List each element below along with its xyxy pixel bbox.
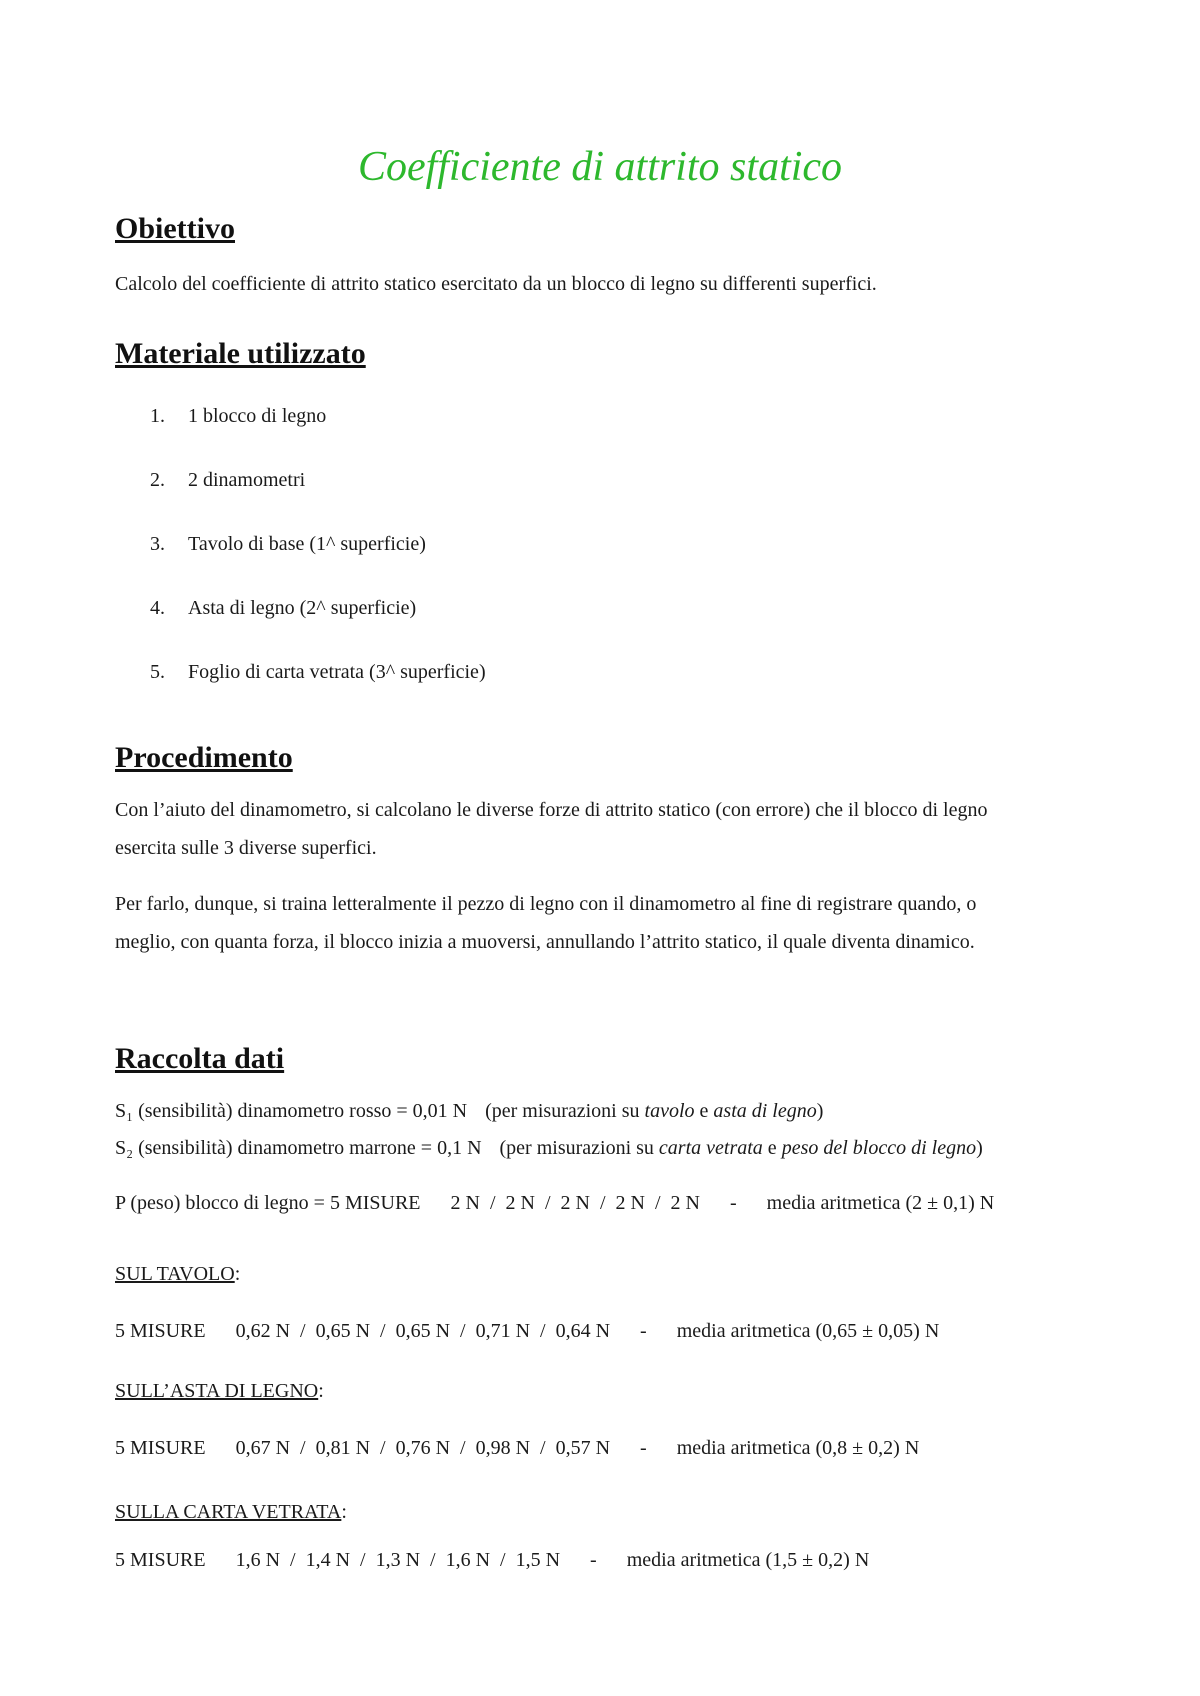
- procedure-paragraph-2-line-2: meglio, con quanta forza, il blocco inizia a muoversi, annullando l’attrito statico, il quale diventa dinamico.: [115, 931, 975, 953]
- list-item: [150, 532, 426, 556]
- set-heading-text: SULLA CARTA VETRATA: [115, 1501, 342, 1523]
- heading-procedure: Procedimento: [115, 741, 293, 774]
- s2-note-surface-2: peso del blocco di legno: [781, 1137, 977, 1159]
- set-mean: media aritmetica (0,8 ± 0,2) N: [676, 1437, 920, 1459]
- sensitivity-s2: [115, 1136, 983, 1160]
- s2-note-mid: e: [762, 1137, 782, 1159]
- set-mean: media aritmetica (0,65 ± 0,05) N: [676, 1320, 940, 1342]
- heading-objective: Obiettivo: [115, 212, 235, 245]
- procedure-paragraph-1-line-2: esercita sulle 3 diverse superfici.: [115, 837, 377, 859]
- s2-note-post: ): [976, 1137, 983, 1159]
- set-measurements-wood-rod: [115, 1436, 919, 1460]
- set-heading-wood-rod: SULL’ASTA DI LEGNO:: [115, 1380, 324, 1402]
- list-item: [150, 660, 486, 684]
- document-title: Coefficiente di attrito statico: [357, 144, 843, 190]
- set-heading-text: SUL TAVOLO: [115, 1263, 235, 1285]
- weight-values: 2 N / 2 N / 2 N / 2 N / 2 N: [450, 1192, 700, 1214]
- list-text: Asta di legno (2^ superficie): [188, 597, 417, 619]
- sensitivity-s1: [115, 1099, 823, 1123]
- set-dash: -: [640, 1320, 647, 1342]
- list-number: 1.: [150, 405, 165, 427]
- s1-note-mid: e: [694, 1100, 714, 1122]
- objective-text: Calcolo del coefficiente di attrito statico esercitato da un blocco di legno su differenti superfici.: [115, 273, 877, 295]
- heading-data-collection: Raccolta dati: [115, 1042, 285, 1075]
- s1-label: S₁ (sensibilità) dinamometro rosso = 0,01 N: [115, 1100, 468, 1122]
- set-label: 5 MISURE: [115, 1320, 206, 1342]
- s1-note-pre: (per misurazioni su: [485, 1100, 645, 1122]
- list-number: 2.: [150, 469, 165, 491]
- s2-note-pre: (per misurazioni su: [499, 1137, 659, 1159]
- set-heading-table: SUL TAVOLO:: [115, 1263, 241, 1285]
- set-heading-sandpaper: SULLA CARTA VETRATA:: [115, 1501, 347, 1523]
- s2-label: S₂ (sensibilità) dinamometro marrone = 0,1 N: [115, 1137, 482, 1159]
- list-text: 1 blocco di legno: [188, 405, 327, 427]
- s1-note-surface-2: asta di legno: [713, 1100, 817, 1122]
- list-number: 5.: [150, 661, 165, 683]
- list-item: [150, 468, 305, 492]
- weight-label: P (peso) blocco di legno = 5 MISURE: [115, 1192, 421, 1214]
- list-text: Foglio di carta vetrata (3^ superficie): [188, 661, 486, 683]
- set-values: 0,62 N / 0,65 N / 0,65 N / 0,71 N / 0,64 N: [235, 1320, 611, 1342]
- s1-note-surface-1: tavolo: [644, 1100, 695, 1122]
- set-measurements-sandpaper: [115, 1548, 869, 1572]
- list-item: [150, 404, 326, 428]
- set-dash: -: [590, 1549, 597, 1571]
- weight-measurements: [115, 1191, 994, 1215]
- list-text: 2 dinamometri: [188, 469, 306, 491]
- set-heading-text: SULL’ASTA DI LEGNO: [115, 1380, 319, 1402]
- list-item: [150, 596, 416, 620]
- set-measurements-table: [115, 1319, 939, 1343]
- weight-dash: -: [729, 1192, 737, 1214]
- s1-note-post: ): [816, 1100, 824, 1122]
- set-label: 5 MISURE: [115, 1549, 206, 1571]
- list-number: 3.: [150, 533, 165, 555]
- set-label: 5 MISURE: [115, 1437, 206, 1459]
- set-mean: media aritmetica (1,5 ± 0,2) N: [626, 1549, 870, 1571]
- set-dash: -: [640, 1437, 647, 1459]
- list-number: 4.: [150, 597, 165, 619]
- s2-note-surface-1: carta vetrata: [658, 1137, 763, 1159]
- list-text: Tavolo di base (1^ superficie): [188, 533, 426, 555]
- weight-mean: media aritmetica (2 ± 0,1) N: [766, 1192, 995, 1214]
- heading-materials: Materiale utilizzato: [115, 337, 366, 370]
- procedure-paragraph-1-line-1: Con l’aiuto del dinamometro, si calcolano le diverse forze di attrito statico (con errore) che il blocco di legno: [115, 799, 988, 821]
- set-values: 1,6 N / 1,4 N / 1,3 N / 1,6 N / 1,5 N: [235, 1549, 561, 1571]
- procedure-paragraph-2-line-1: Per farlo, dunque, si traina letteralmente il pezzo di legno con il dinamometro al fine di registrare quando, o: [115, 893, 977, 915]
- set-values: 0,67 N / 0,81 N / 0,76 N / 0,98 N / 0,57 N: [235, 1437, 611, 1459]
